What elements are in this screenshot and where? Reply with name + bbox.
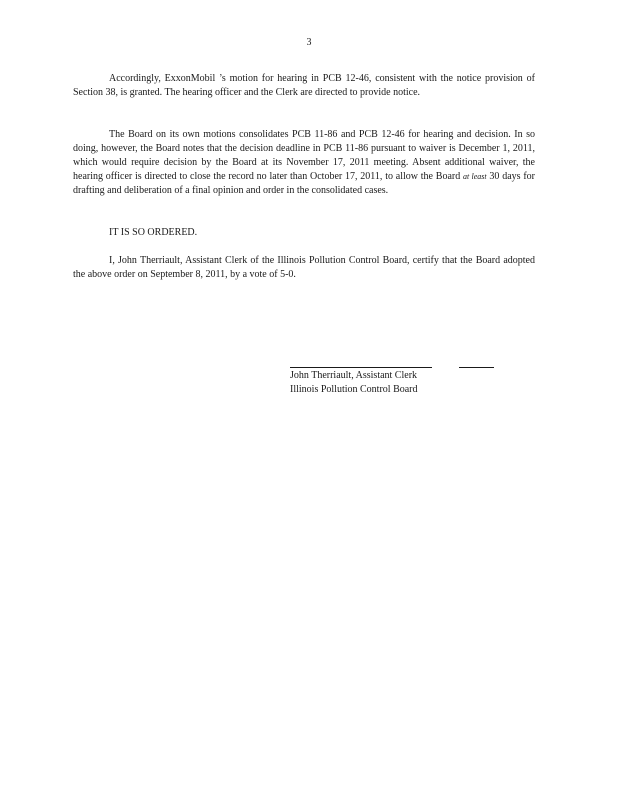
paragraph-so-ordered: IT IS SO ORDERED. — [109, 227, 198, 238]
signature-name-title: John Therriault, Assistant Clerk — [290, 370, 418, 381]
paragraph-consolidation-text-2: 30 days for drafting and deliberation of a final opinion and order in the consolidated cases. — [73, 171, 535, 196]
paragraph-consolidation-text-1: The Board on its own motions consolidates PCB 11-86 and PCB 12-46 for hearing and decision. In so doing, however, the Board notes that the decision deadline in PCB 11-86 pursuant to waiver is December 1, 2011, which would require decision by the Board at its November 17, 2011 meeting. Absent additional waiver, the hearing officer is directed to close the record no later than October 17, 2011, to allow the Board — [73, 129, 535, 182]
paragraph-consolidation-emphasis: at least — [463, 172, 487, 181]
paragraph-motion-granted: Accordingly, ExxonMobil ’s motion for hearing in PCB 12-46, consistent with the notice provision of Section 38, is granted. The hearing officer and the Clerk are directed to provide notice. — [73, 73, 535, 98]
signature-block — [290, 369, 418, 397]
signature-line — [290, 367, 432, 368]
paragraph-certification: I, John Therriault, Assistant Clerk of the Illinois Pollution Control Board, certify that the Board adopted the above order on September 8, 2011, by a vote of 5-0. — [73, 255, 535, 280]
signature-line-extension — [459, 367, 494, 368]
signature-organization: Illinois Pollution Control Board — [290, 384, 418, 395]
page-number: 3 — [306, 37, 312, 48]
paragraph-consolidation — [73, 128, 535, 198]
